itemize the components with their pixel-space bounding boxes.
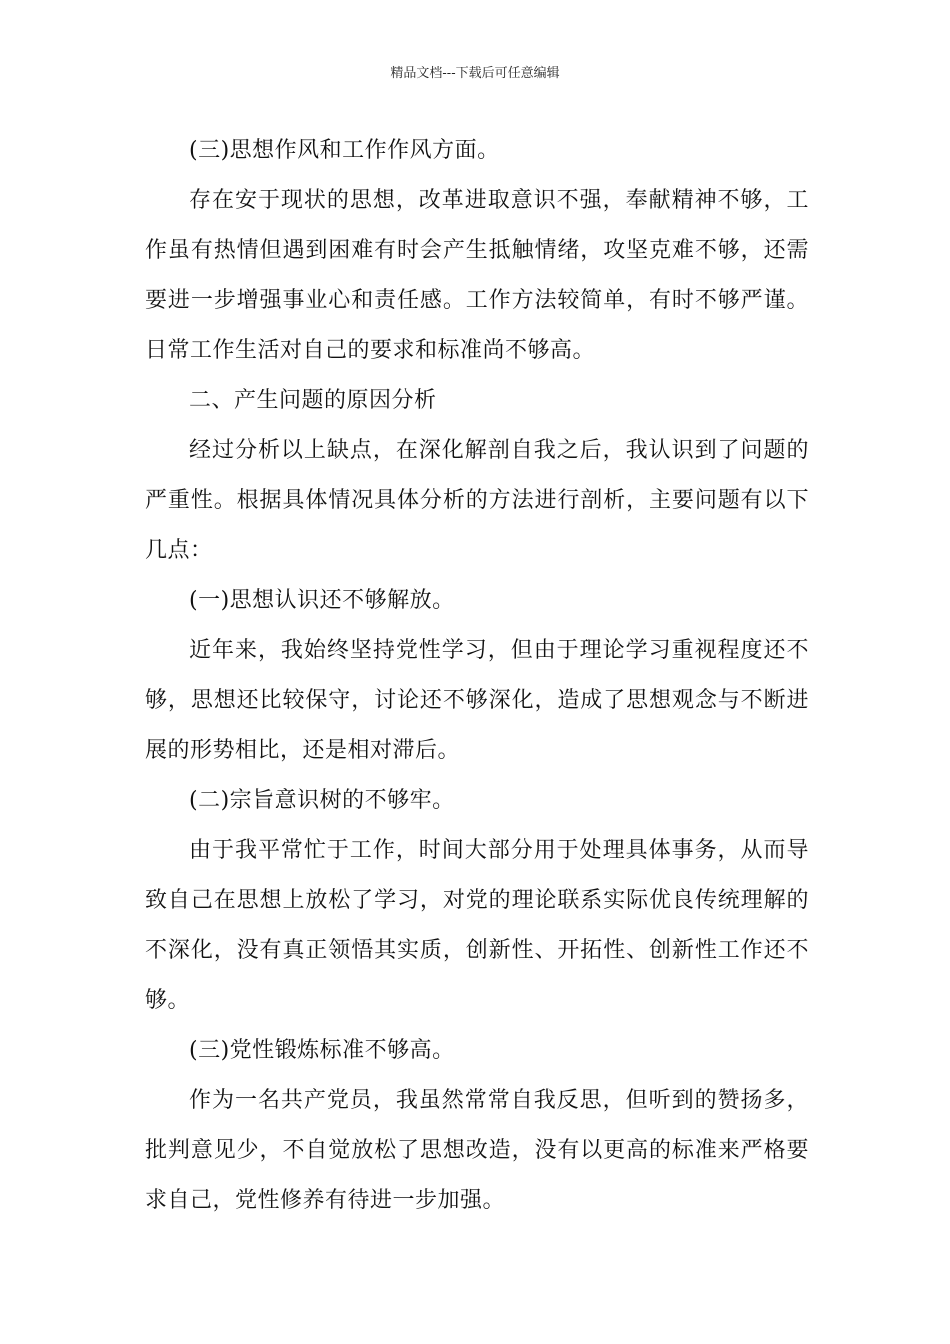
paragraph-thinking-not-liberated: 近年来，我始终坚持党性学习，但由于理论学习重视程度还不够，思想还比较保守，讨论还不够深化，造成了思想观念与不断进展的形势相比，还是相对滞后。 (145, 638, 809, 763)
subheading-party-spirit-standard: (三)党性锻炼标准不够高。 (189, 1038, 455, 1063)
subheading-purpose-awareness: (二)宗旨意识树的不够牢。 (189, 788, 455, 813)
paragraph-style-of-work-problems: 存在安于现状的思想，改革进取意识不强，奉献精神不够，工作虽有热情但遇到困难有时会产生抵触情绪，攻坚克难不够，还需要进一步增强事业心和责任感。工作方法较简单，有时不够严谨。日常工作生活对自己的要求和标准尚不够高。 (145, 188, 809, 363)
document-body (145, 126, 809, 1226)
paragraph-cause-analysis-intro: 经过分析以上缺点，在深化解剖自我之后，我认识到了问题的严重性。根据具体情况具体分析的方法进行剖析，主要问题有以下几点： (145, 438, 809, 563)
paragraph-purpose-awareness: 由于我平常忙于工作，时间大部分用于处理具体事务，从而导致自己在思想上放松了学习，对党的理论联系实际优良传统理解的不深化，没有真正领悟其实质，创新性、开拓性、创新性工作还不够。 (145, 838, 809, 1013)
page-header: 精品文档---下载后可任意编辑 (390, 66, 560, 81)
paragraph-party-spirit-standard: 作为一名共产党员，我虽然常常自我反思，但听到的赞扬多，批判意见少，不自觉放松了思想改造，没有以更高的标准来严格要求自己，党性修养有待进一步加强。 (145, 1088, 809, 1213)
subheading-thinking-not-liberated: (一)思想认识还不够解放。 (189, 588, 455, 613)
section-heading-cause-analysis: 二、产生问题的原因分析 (189, 388, 437, 413)
section-heading-style-of-work: (三)思想作风和工作作风方面。 (189, 138, 500, 163)
